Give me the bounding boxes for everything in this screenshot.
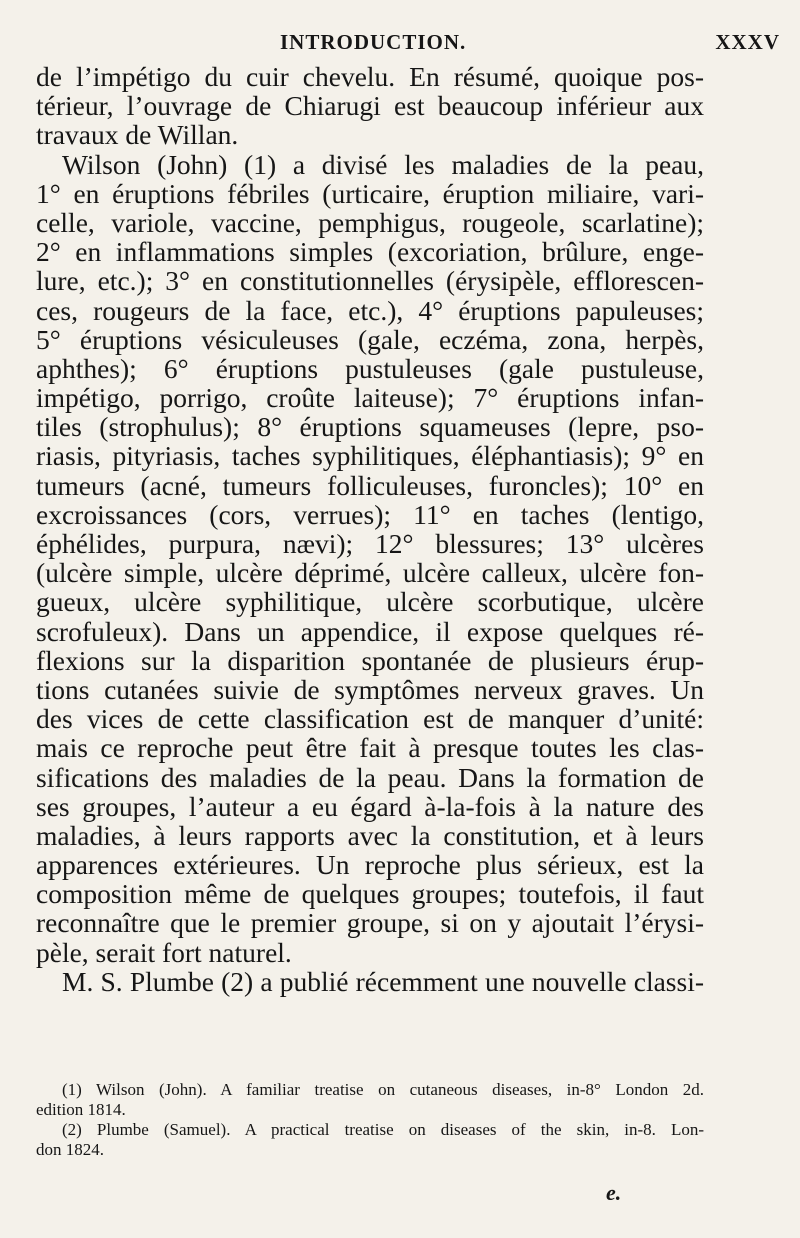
running-title: INTRODUCTION. xyxy=(280,30,467,54)
text-line: travaux de Willan. xyxy=(36,119,239,151)
text-line: de l’impétigo du cuir chevelu. En résumé, quoique pos- xyxy=(36,61,704,92)
text-line: tumeurs (acné, tumeurs folliculeuses, furoncles); 10° en xyxy=(36,469,704,501)
text-line: lure, etc.); 3° en constitutionnelles (érysipèle, efflorescen- xyxy=(36,265,704,297)
footnote-line: (2) Plumbe (Samuel). A practical treatise on diseases of the skin, in-8. Lon- xyxy=(62,1120,704,1139)
footnote-line: don 1824. xyxy=(36,1140,104,1159)
text-line: tiles (strophulus); 8° éruptions squameuses (lepre, pso- xyxy=(36,411,704,443)
text-line: (ulcère simple, ulcère déprimé, ulcère calleux, ulcère fon- xyxy=(36,557,704,589)
text-line: aphthes); 6° éruptions pustuleuses (gale pustuleuse, xyxy=(36,352,704,384)
text-line: mais ce reproche peut être fait à presque toutes les clas- xyxy=(36,732,704,764)
text-line: gueux, ulcère syphilitique, ulcère scorbutique, ulcère xyxy=(36,586,704,618)
text-line: 2° en inflammations simples (excoriation, brûlure, enge- xyxy=(36,236,704,268)
text-line: 5° éruptions vésiculeuses (gale, eczéma, zona, herpès, xyxy=(36,323,704,355)
footnote-line: edition 1814. xyxy=(36,1100,126,1119)
body-text xyxy=(36,62,704,996)
text-line: celle, variole, vaccine, pemphigus, rougeole, scarlatine); xyxy=(36,206,704,238)
text-line: 1° en éruptions fébriles (urticaire, éruption miliaire, vari- xyxy=(36,177,704,209)
text-line: ces, rougeurs de la face, etc.), 4° éruptions papuleuses; xyxy=(36,294,704,326)
signature-mark: e. xyxy=(606,1180,622,1205)
text-line: riasis, pityriasis, taches syphilitiques, éléphantiasis); 9° en xyxy=(36,440,704,472)
text-line: flexions sur la disparition spontanée de plusieurs érup- xyxy=(36,644,704,676)
footnote-line: (1) Wilson (John). A familiar treatise on cutaneous diseases, in-8° London 2d. xyxy=(62,1080,704,1099)
text-line: térieur, l’ouvrage de Chiarugi est beaucoup inférieur aux xyxy=(36,90,704,122)
text-line: sifications des maladies de la peau. Dans la formation de xyxy=(36,761,704,793)
text-line: M. S. Plumbe (2) a publié récemment une nouvelle classi- xyxy=(62,965,704,997)
text-line: composition même de quelques groupes; toutefois, il faut xyxy=(36,878,704,910)
text-line: apparences extérieures. Un reproche plus sérieux, est la xyxy=(36,849,704,881)
page-header xyxy=(0,30,800,58)
text-line: excroissances (cors, verrues); 11° en taches (lentigo, xyxy=(36,498,704,530)
text-line: impétigo, porrigo, croûte laiteuse); 7° éruptions infan- xyxy=(36,382,704,414)
text-line: ses groupes, l’auteur a eu égard à-la-fois à la nature des xyxy=(36,790,704,822)
text-line: scrofuleux). Dans un appendice, il expose quelques ré- xyxy=(36,615,704,647)
text-line: tions cutanées suivie de symptômes nerveux graves. Un xyxy=(36,673,704,705)
text-line: reconnaître que le premier groupe, si on y ajoutait l’érysi- xyxy=(36,907,704,939)
text-line: pèle, serait fort naturel. xyxy=(36,936,292,968)
text-line: éphélides, purpura, nævi); 12° blessures; 13° ulcères xyxy=(36,528,704,559)
text-line: des vices de cette classification est de manquer d’unité: xyxy=(36,703,704,735)
text-line: Wilson (John) (1) a divisé les maladies de la peau, xyxy=(62,148,704,180)
footnotes xyxy=(36,1080,704,1160)
text-line: maladies, à leurs rapports avec la constitution, et à leurs xyxy=(36,819,704,851)
page-number: XXXV xyxy=(715,30,780,54)
